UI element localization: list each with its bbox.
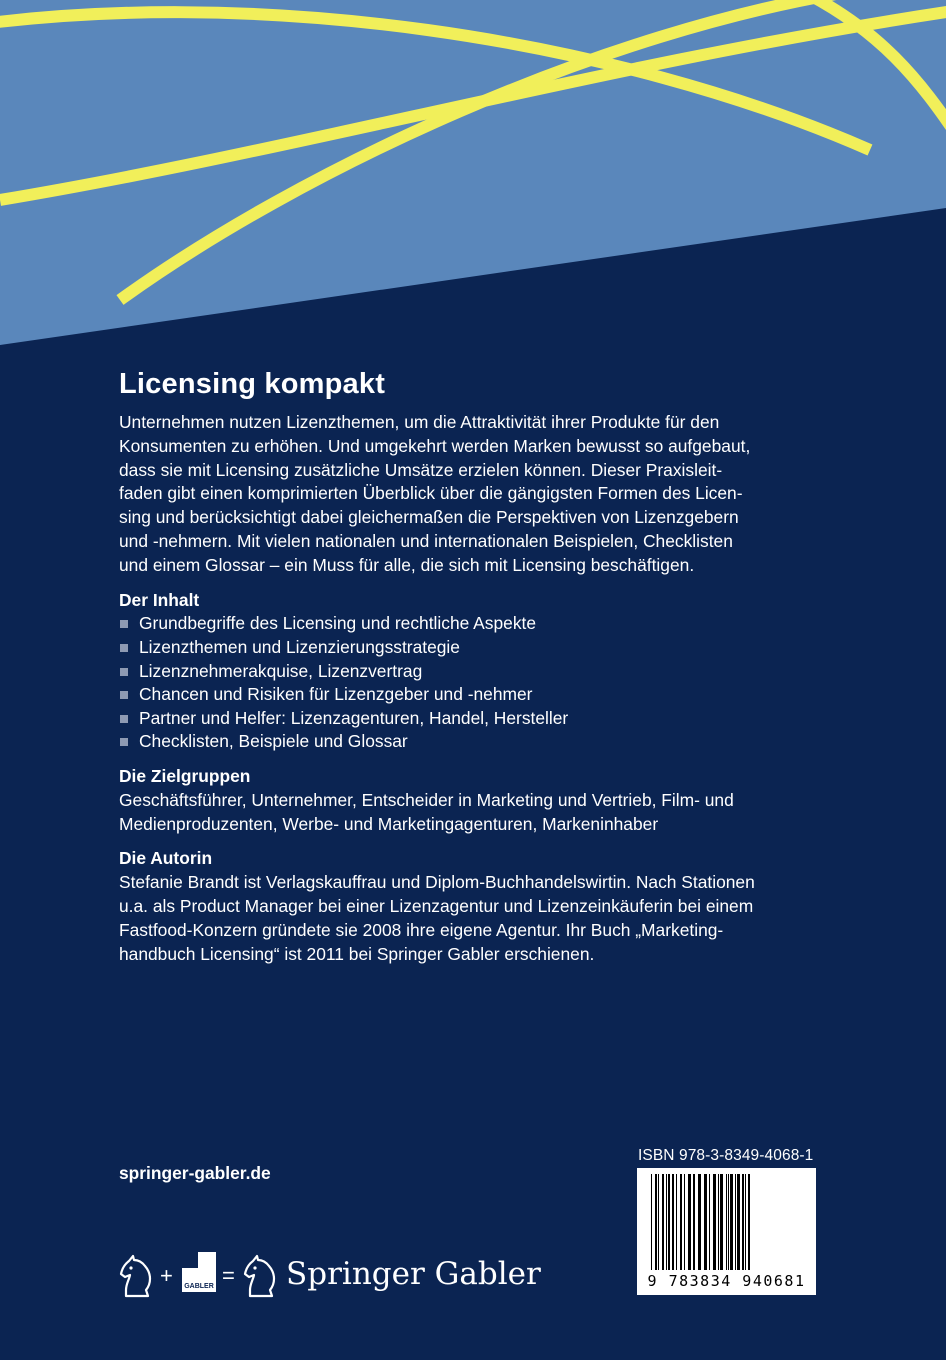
- description-line: dass sie mit Licensing zusätzliche Umsätze erzielen können. Dieser Praxisleit-: [119, 459, 723, 480]
- square-bullet-icon: [120, 620, 128, 628]
- description-line: Konsumenten zu erhöhen. Und umgekehrt werden Marken bewusst so aufgebaut,: [119, 435, 751, 456]
- audience-text: [119, 789, 819, 837]
- barcode-bar: [737, 1174, 740, 1270]
- barcode-bar: [658, 1174, 659, 1270]
- book-title: Licensing kompakt: [119, 368, 386, 400]
- logo-plus: +: [160, 1263, 173, 1288]
- barcode-bar: [693, 1174, 695, 1270]
- square-bullet-icon: [120, 691, 128, 699]
- decorative-header-graphic: [0, 0, 946, 360]
- barcode-bar: [718, 1174, 719, 1270]
- barcode-bar: [730, 1174, 733, 1270]
- description-line: Unternehmen nutzen Lizenzthemen, um die Attraktivität ihrer Produkte für den: [119, 412, 720, 432]
- barcode-bar: [662, 1174, 664, 1270]
- author-bio: [119, 871, 819, 966]
- barcode-bar: [742, 1174, 744, 1270]
- book-description: [119, 411, 819, 578]
- list-item-label: Grundbegriffe des Licensing und rechtliche Aspekte: [139, 613, 537, 634]
- barcode-bar: [709, 1174, 710, 1270]
- barcode-bar: [698, 1174, 701, 1270]
- springer-knight-icon: [242, 1254, 280, 1298]
- square-bullet-icon: [120, 738, 128, 746]
- square-bullet-icon: [120, 668, 128, 676]
- barcode-bar: [655, 1174, 657, 1270]
- audience-section: [119, 765, 819, 836]
- barcode-bar: [713, 1174, 716, 1270]
- description-line: faden gibt einen komprimierten Überblick über die gängigsten Formen des Licen-: [119, 483, 743, 504]
- list-item: [119, 707, 819, 731]
- barcode-bar: [688, 1174, 691, 1270]
- gabler-logo-label: GABLER: [184, 1283, 214, 1290]
- contents-heading: Der Inhalt: [119, 589, 200, 610]
- barcode-bar: [728, 1174, 729, 1270]
- springer-gabler-wordmark: Springer Gabler: [286, 1256, 541, 1292]
- barcode-bar: [720, 1174, 723, 1270]
- main-text-block: [119, 368, 819, 966]
- author-section: [119, 847, 819, 966]
- list-item-label: Checklisten, Beispiele und Glossar: [139, 731, 408, 752]
- barcode-bar: [745, 1174, 746, 1270]
- logo-equals: =: [222, 1263, 235, 1288]
- barcode-number: 9 783834 940681: [647, 1272, 806, 1290]
- barcode-bar: [672, 1174, 674, 1270]
- publisher-logo-lockup: [118, 1250, 541, 1302]
- description-line: und -nehmern. Mit vielen nationalen und internationalen Beispielen, Checklisten: [119, 530, 733, 551]
- audience-heading: Die Zielgruppen: [119, 765, 251, 786]
- contents-list: [119, 612, 819, 754]
- author-line: u.a. als Product Manager bei einer Lizenzagentur und Lizenzeinkäuferin bei einem: [119, 895, 754, 916]
- author-line: handbuch Licensing“ ist 2011 bei Springer Gabler erschienen.: [119, 943, 595, 964]
- square-bullet-icon: [120, 644, 128, 652]
- barcode-bar: [651, 1174, 652, 1270]
- audience-line: Medienproduzenten, Werbe- und Marketingagenturen, Markeninhaber: [119, 813, 659, 834]
- barcode: [637, 1168, 816, 1295]
- gabler-logo-icon: [182, 1252, 216, 1292]
- author-heading: Die Autorin: [119, 848, 213, 869]
- barcode-bar: [748, 1174, 750, 1270]
- list-item: [119, 636, 819, 660]
- barcode-bars: [637, 1168, 816, 1273]
- barcode-bar: [735, 1174, 736, 1270]
- list-item: [119, 730, 819, 754]
- barcode-bar: [704, 1174, 707, 1270]
- list-item: [119, 612, 819, 636]
- description-line: und einem Glossar – ein Muss für alle, die sich mit Licensing beschäftigen.: [119, 554, 695, 575]
- list-item-label: Partner und Helfer: Lizenzagenturen, Handel, Hersteller: [139, 707, 569, 728]
- publisher-website[interactable]: springer-gabler.de: [119, 1163, 271, 1183]
- author-line: Fastfood-Konzern gründete sie 2008 ihre eigene Agentur. Ihr Buch „Marketing-: [119, 919, 724, 940]
- author-line: Stefanie Brandt ist Verlagskauffrau und Diplom-Buchhandelswirtin. Nach Stationen: [119, 872, 755, 893]
- list-item-label: Chancen und Risiken für Lizenzgeber und -nehmer: [139, 684, 533, 705]
- list-item-label: Lizenzthemen und Lizenzierungsstrategie: [139, 636, 460, 657]
- list-item: [119, 683, 819, 707]
- description-line: sing und berücksichtigt dabei gleichermaßen die Perspektiven von Lizenzgebern: [119, 507, 739, 528]
- barcode-bar: [684, 1174, 685, 1270]
- barcode-bar: [676, 1174, 677, 1270]
- barcode-bar: [666, 1174, 667, 1270]
- isbn-label: ISBN 978-3-8349-4068-1: [638, 1147, 814, 1164]
- square-bullet-icon: [120, 715, 128, 723]
- list-item-label: Lizenznehmerakquise, Lizenzvertrag: [139, 660, 423, 681]
- barcode-bar: [668, 1174, 670, 1270]
- contents-section: [119, 589, 819, 754]
- list-item: [119, 660, 819, 684]
- barcode-bar: [726, 1174, 727, 1270]
- audience-line: Geschäftsführer, Unternehmer, Entscheider in Marketing und Vertrieb, Film- und: [119, 789, 734, 810]
- springer-knight-icon: [118, 1254, 156, 1298]
- barcode-bar: [680, 1174, 682, 1270]
